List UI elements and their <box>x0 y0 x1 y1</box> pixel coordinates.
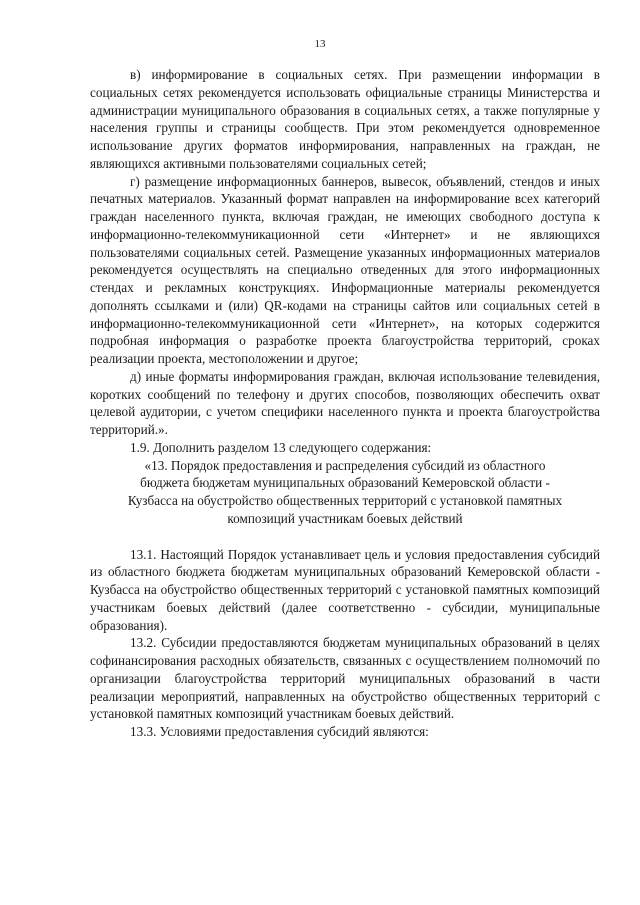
document-body <box>90 66 600 741</box>
paragraph-13-1: 13.1. Настоящий Порядок устанавливает цель и условия предоставления субсидий из областного бюджета бюджетам муниципальных образований Кемеровской области - Кузбасса на обустройство общественных территорий с установкой памятных композиций участникам боевых действий (далее соответственно - субсидии, муниципальные образования). <box>90 546 600 633</box>
paragraph-banners: г) размещение информационных баннеров, вывесок, объявлений, стендов и иных печатных материалов. Указанный формат направлен на информирование всех категорий граждан населенного пункта, включая граждан, не имеющих свободного доступа к информационно-телекоммуникационной сети «Интернет» и не являющихся пользователями социальных сетей. Размещение указанных информационных материалов рекомендуется осуществлять на специально отведенных для этого информационных стендах и рекламных конструкциях. Информационные материалы рекомендуется дополнять ссылками и (или) QR-кодами на страницы сайтов или социальных сетей в информационно-телекоммуникационной сети «Интернет», на которых содержится подробная информация о разработке проекта благоустройства территорий, сроках реализации проекта, местоположении и другое; <box>90 173 600 366</box>
section-13-heading: «13. Порядок предоставления и распределения субсидий из областного бюджета бюджетам муниципальных образований Кемеровской области - Кузбасса на обустройство общественных территорий с установкой памятных композиций участникам боевых действий <box>127 457 563 526</box>
paragraph-social-networks: в) информирование в социальных сетях. При размещении информации в социальных сетях рекомендуется использовать официальные страницы Министерства и администрации муниципального образования в социальных сетях, а также популярные у населения группы и страницы сообществ. При этом рекомендуется одновременное использование других форматов информирования, направленных на граждан, не являющихся активными пользователями социальных сетей; <box>90 67 600 171</box>
paragraph-amendment-1-9: 1.9. Дополнить разделом 13 следующего содержания: <box>130 439 432 455</box>
paragraph-13-3: 13.3. Условиями предоставления субсидий являются: <box>130 724 429 739</box>
paragraph-13-2: 13.2. Субсидии предоставляются бюджетам муниципальных образований в целях софинансирования расходных обязательств, связанных с осуществлением полномочий по организации благоустройства территорий муниципальных образований в части реализации мероприятий, направленных на обустройство общественных территорий с установкой памятных композиций участникам боевых действий. <box>90 635 600 722</box>
paragraph-other-formats: д) иные форматы информирования граждан, включая использование телевидения, коротких сообщений по телефону и других способов, позволяющих обеспечить охват целевой аудитории, с учетом специфики населенного пункта и проекта благоустройства территорий.». <box>90 368 600 437</box>
page-number: 13 <box>314 38 326 50</box>
